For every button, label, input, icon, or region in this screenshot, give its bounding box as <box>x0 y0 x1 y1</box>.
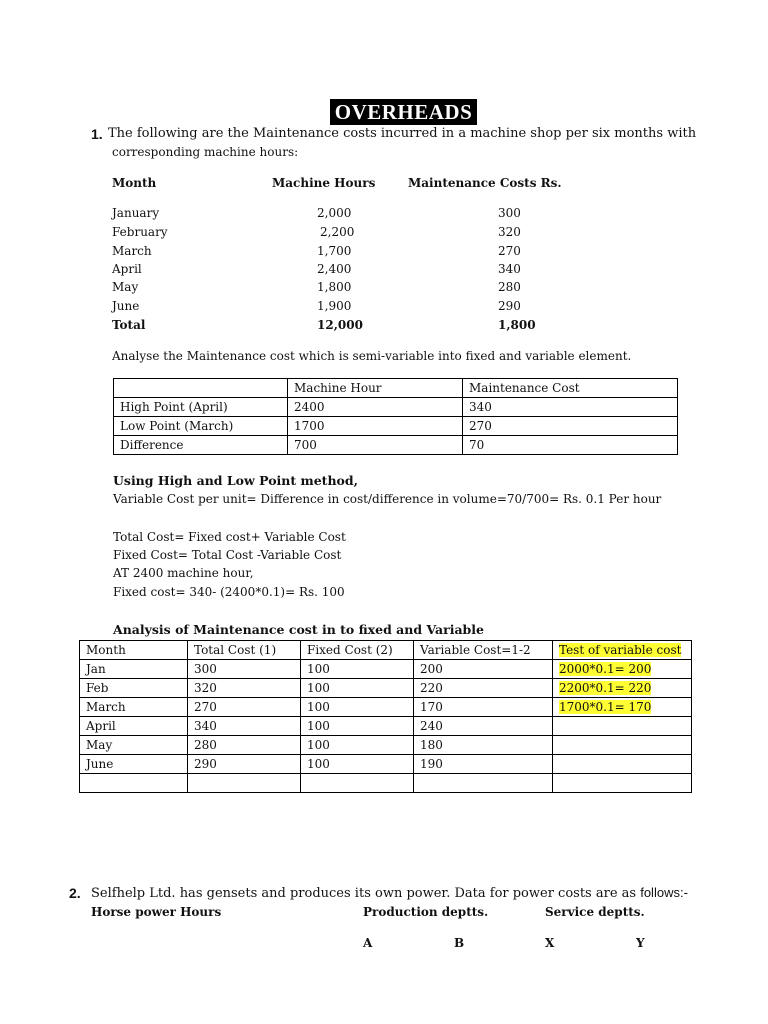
col-service-deptts: Service deptts. <box>545 905 645 919</box>
hours-cell: 2,400 <box>317 262 352 276</box>
table-cell <box>553 717 692 736</box>
table-row <box>80 641 692 660</box>
col-horse-power-hours: Horse power Hours <box>91 905 222 919</box>
table-cell: 340 <box>188 717 301 736</box>
cost-cell: 320 <box>498 225 521 239</box>
month-cell: May <box>112 280 139 294</box>
table-cell: Fixed Cost (2) <box>301 641 414 660</box>
month-cell: March <box>112 244 152 258</box>
total-cost: 1,800 <box>498 318 536 332</box>
fixed-cost-formula: Fixed Cost= Total Cost -Variable Cost <box>113 548 342 562</box>
maintenance-list-header <box>112 176 572 194</box>
table-cell: Machine Hour <box>288 379 463 398</box>
table-cell <box>188 774 301 793</box>
question-2-text-end: follows:- <box>640 885 688 900</box>
method-heading: Using High and Low Point method, <box>113 473 358 488</box>
machine-hour-note: AT 2400 machine hour, <box>113 566 254 580</box>
table-cell <box>553 698 692 717</box>
table-cell: 270 <box>188 698 301 717</box>
list-item <box>112 225 572 243</box>
table-cell <box>553 755 692 774</box>
cost-cell: 340 <box>498 262 521 276</box>
month-cell: January <box>112 206 160 220</box>
table-cell: 200 <box>414 660 553 679</box>
question-1-text: The following are the Maintenance costs incurred in a machine shop per six months with <box>108 126 697 141</box>
table-row <box>114 417 678 436</box>
table-row <box>80 774 692 793</box>
table-cell: Difference <box>114 436 288 455</box>
analysis-heading: Analysis of Maintenance cost in to fixed and Variable <box>113 622 484 637</box>
table-cell: 240 <box>414 717 553 736</box>
analysis-table <box>79 640 692 793</box>
highlighted-text: 2000*0.1= 200 <box>559 662 652 676</box>
table-row <box>80 717 692 736</box>
page-title: OVERHEADS <box>330 99 477 125</box>
table-cell <box>414 774 553 793</box>
table-cell: Total Cost (1) <box>188 641 301 660</box>
table-cell: April <box>80 717 188 736</box>
highlighted-text: Test of variable cost <box>559 643 682 657</box>
table-cell: 100 <box>301 660 414 679</box>
month-cell: April <box>112 262 142 276</box>
variable-cost-formula: Variable Cost per unit= Difference in cost/difference in volume=70/700= Rs. 0.1 Per hour <box>113 492 662 506</box>
question-1-number: 1. <box>91 126 103 142</box>
table-cell: 1700 <box>288 417 463 436</box>
table-cell: Low Point (March) <box>114 417 288 436</box>
question-1-text-cont: corresponding machine hours: <box>112 145 299 159</box>
table-row <box>114 379 678 398</box>
list-total <box>112 318 572 336</box>
table-cell: Month <box>80 641 188 660</box>
table-cell: 340 <box>463 398 678 417</box>
table-cell: 300 <box>188 660 301 679</box>
table-cell: 320 <box>188 679 301 698</box>
table-cell <box>80 774 188 793</box>
table-cell: March <box>80 698 188 717</box>
hours-cell: 1,800 <box>317 280 352 294</box>
header-maintenance-costs: Maintenance Costs Rs. <box>408 176 562 190</box>
total-label: Total <box>112 318 146 332</box>
analyse-instruction: Analyse the Maintenance cost which is semi-variable into fixed and variable element. <box>112 349 632 363</box>
hours-cell: 2,000 <box>317 206 352 220</box>
cost-cell: 290 <box>498 299 521 313</box>
table-cell: 270 <box>463 417 678 436</box>
month-cell: June <box>112 299 140 313</box>
list-item <box>112 299 572 317</box>
month-cell: February <box>112 225 168 239</box>
table-row <box>80 679 692 698</box>
table-cell <box>553 660 692 679</box>
table-row <box>80 736 692 755</box>
table-cell: 70 <box>463 436 678 455</box>
cost-cell: 270 <box>498 244 521 258</box>
table-cell: 180 <box>414 736 553 755</box>
table-row <box>80 755 692 774</box>
table-cell: 100 <box>301 736 414 755</box>
fixed-cost-calc: Fixed cost= 340- (2400*0.1)= Rs. 100 <box>113 585 345 599</box>
table-row <box>114 398 678 417</box>
cost-cell: 300 <box>498 206 521 220</box>
table-cell: 220 <box>414 679 553 698</box>
high-low-table <box>113 378 678 455</box>
question-2-text <box>91 885 688 901</box>
highlighted-text: 1700*0.1= 170 <box>559 700 652 714</box>
list-item <box>112 244 572 262</box>
dept-y: Y <box>636 936 645 950</box>
table-row <box>80 698 692 717</box>
cost-cell: 280 <box>498 280 521 294</box>
dept-a: A <box>363 936 373 950</box>
table-cell <box>553 774 692 793</box>
dept-x: X <box>545 936 555 950</box>
table-cell: 2400 <box>288 398 463 417</box>
question-2-number: 2. <box>69 885 81 901</box>
table-cell <box>114 379 288 398</box>
table-cell: Variable Cost=1-2 <box>414 641 553 660</box>
col-production-deptts: Production deptts. <box>363 905 489 919</box>
hours-cell: 2,200 <box>320 225 355 239</box>
table-cell: 280 <box>188 736 301 755</box>
question-2-text-main: Selfhelp Ltd. has gensets and produces its own power. Data for power costs are as <box>91 886 637 901</box>
list-item <box>112 280 572 298</box>
dept-b: B <box>454 936 465 950</box>
hours-cell: 1,900 <box>317 299 352 313</box>
table-cell: 290 <box>188 755 301 774</box>
header-machine-hours: Machine Hours <box>272 176 376 190</box>
table-row <box>80 660 692 679</box>
table-cell: 190 <box>414 755 553 774</box>
table-cell: High Point (April) <box>114 398 288 417</box>
table-row <box>114 436 678 455</box>
table-cell: 170 <box>414 698 553 717</box>
table-cell: 100 <box>301 755 414 774</box>
list-item <box>112 206 572 224</box>
table-cell <box>553 679 692 698</box>
table-cell: 100 <box>301 717 414 736</box>
list-item <box>112 262 572 280</box>
table-cell: 700 <box>288 436 463 455</box>
total-cost-formula: Total Cost= Fixed cost+ Variable Cost <box>113 530 346 544</box>
table-cell: 100 <box>301 679 414 698</box>
table-cell: Jan <box>80 660 188 679</box>
table-cell <box>301 774 414 793</box>
highlighted-text: 2200*0.1= 220 <box>559 681 652 695</box>
table-cell: Feb <box>80 679 188 698</box>
table-cell <box>553 641 692 660</box>
table-cell: 100 <box>301 698 414 717</box>
table-cell: June <box>80 755 188 774</box>
total-hours: 12,000 <box>317 318 363 332</box>
table-cell <box>553 736 692 755</box>
table-cell: Maintenance Cost <box>463 379 678 398</box>
header-month: Month <box>112 176 157 190</box>
hours-cell: 1,700 <box>317 244 352 258</box>
table-cell: May <box>80 736 188 755</box>
